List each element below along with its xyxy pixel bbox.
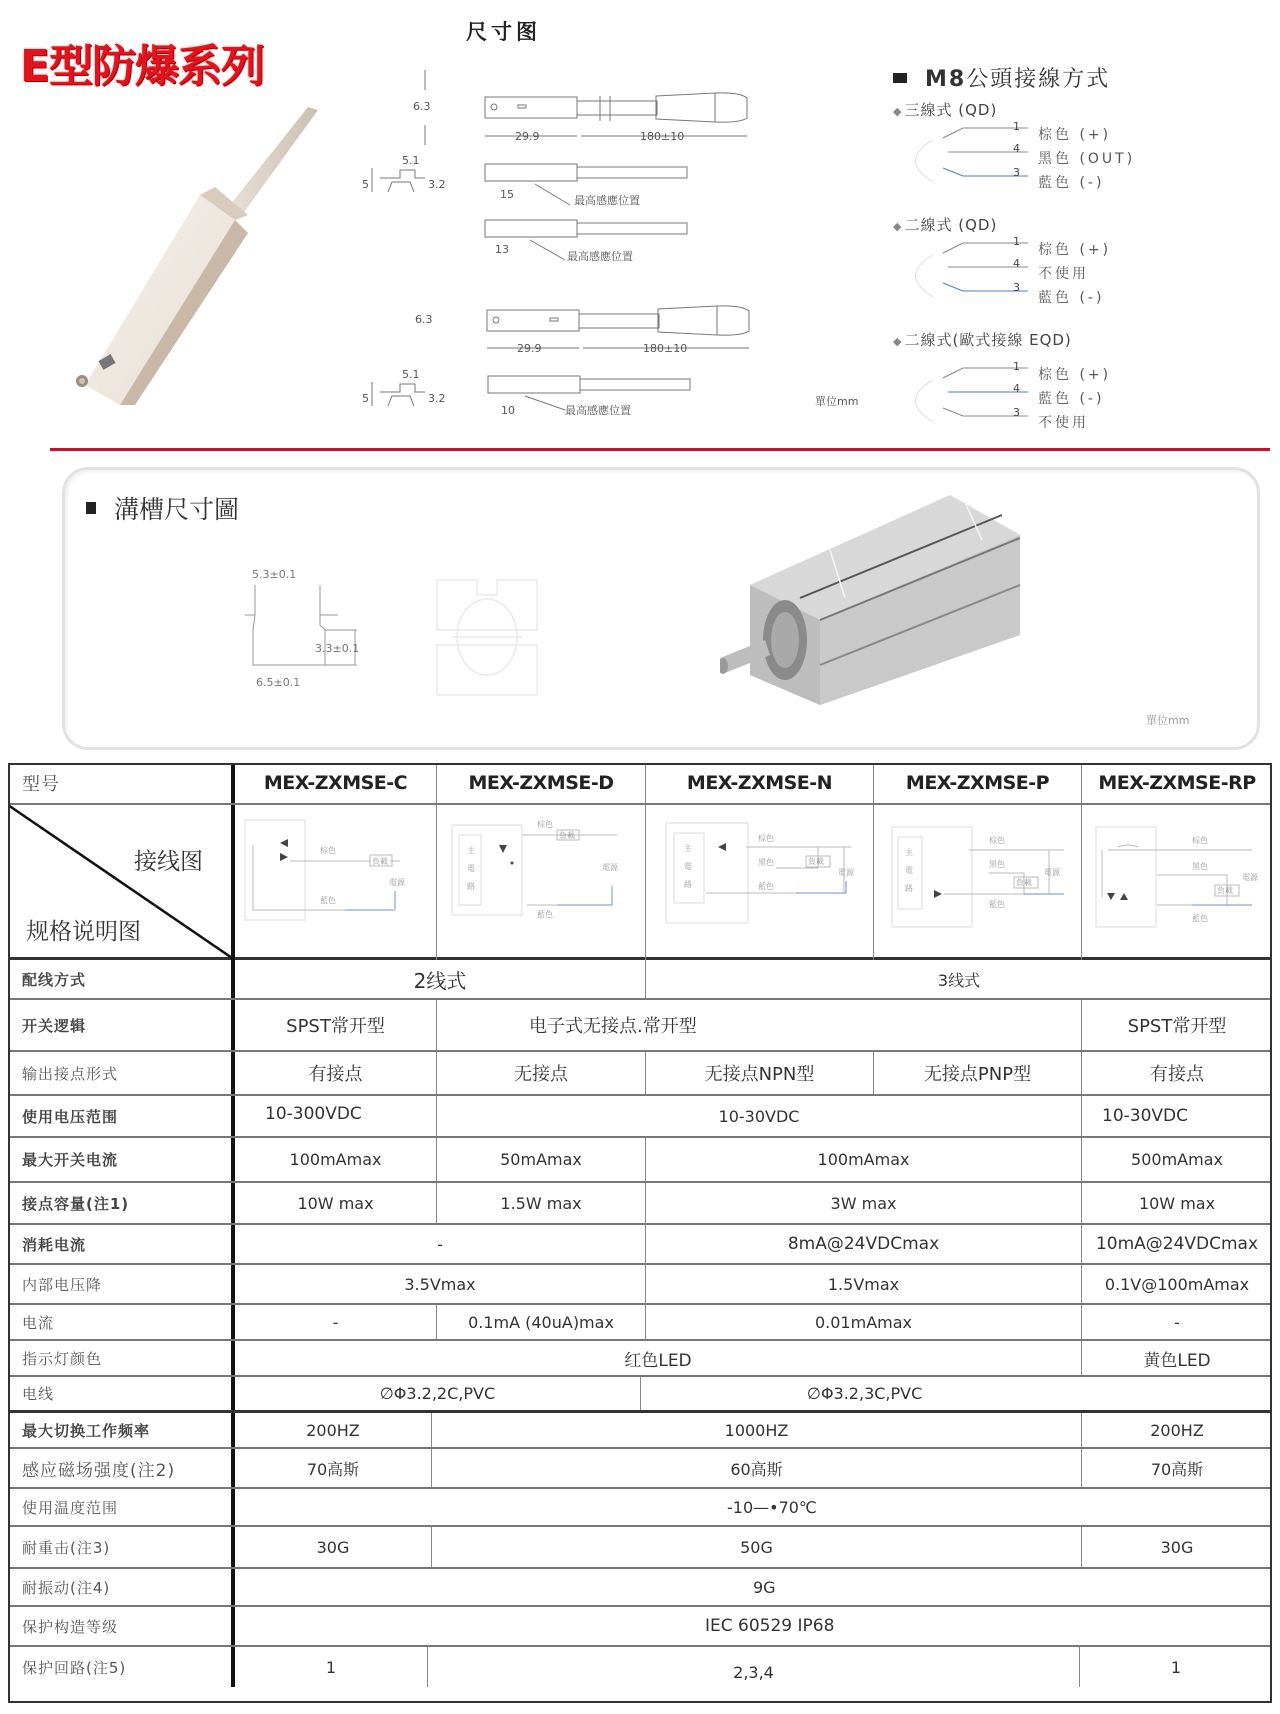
wiring-diagram-label: 接线图 bbox=[134, 849, 203, 875]
wiring-group-two-wire-qd: ◆ 二線式 (QD) 1 4 3 棕色 (+) 不使用 藍色 (-) bbox=[893, 214, 1273, 323]
dimension-drawing bbox=[360, 60, 880, 420]
dim-height-label: 6.3 bbox=[415, 313, 433, 326]
dim-offset-15: 15 bbox=[500, 188, 514, 201]
svg-text:電源: 電源 bbox=[1044, 868, 1060, 877]
dim-body-length: 29.9 bbox=[517, 342, 542, 355]
table-row-voltage-range: 使用电压范围 10-300VDC 10-30VDC 10-30VDC bbox=[8, 1096, 1272, 1138]
wiring-diagram-rp bbox=[1082, 805, 1272, 960]
dim-cable-length: 180±10 bbox=[640, 130, 685, 143]
svg-text:棕色: 棕色 bbox=[989, 836, 1005, 845]
sensing-position-label: 最高感應位置 bbox=[567, 250, 633, 263]
table-row-max-frequency: 最大切换工作频率 200HZ 1000HZ 200HZ bbox=[8, 1413, 1272, 1449]
svg-text:路: 路 bbox=[905, 884, 913, 893]
wiring-diagram-c bbox=[235, 805, 437, 960]
svg-text:電源: 電源 bbox=[1242, 873, 1258, 882]
pnp-circuit-diagram bbox=[874, 805, 1082, 960]
svg-text:棕色: 棕色 bbox=[537, 820, 553, 829]
wiring-diagram-n bbox=[646, 805, 874, 960]
dim-cable-length: 180±10 bbox=[643, 342, 688, 355]
svg-text:棕色: 棕色 bbox=[758, 834, 774, 843]
slot-cross-section-drawing bbox=[432, 575, 542, 700]
table-row-temperature: 使用温度范围 -10—•70℃ bbox=[8, 1489, 1272, 1527]
npn-circuit-diagram bbox=[646, 805, 874, 960]
svg-text:路: 路 bbox=[467, 882, 475, 891]
dim-height-label: 6.3 bbox=[413, 100, 431, 113]
svg-text:電: 電 bbox=[684, 862, 692, 871]
svg-text:負載: 負載 bbox=[808, 857, 824, 866]
table-row-contact-capacity: 接点容量(注1) 10W max 1.5W max 3W max 10W max bbox=[8, 1183, 1272, 1225]
reed-switch-led-circuit-diagram bbox=[1082, 805, 1270, 960]
dim-side-depth: 3.2 bbox=[428, 178, 446, 191]
svg-text:負載: 負載 bbox=[1016, 878, 1032, 887]
svg-text:藍色: 藍色 bbox=[320, 896, 336, 905]
model-header-p: MEX-ZXMSE-P bbox=[874, 763, 1082, 803]
wiring-group-three-wire-qd: ◆ 三線式 (QD) 1 4 3 棕色 (+) 黑色 (OUT) 藍色 (-) bbox=[893, 99, 1273, 208]
wiring-diagram-d bbox=[437, 805, 646, 960]
svg-text:棕色: 棕色 bbox=[1192, 836, 1208, 845]
reed-switch-circuit-diagram bbox=[235, 805, 437, 960]
dim-body-length: 29.9 bbox=[515, 130, 540, 143]
pneumatic-cylinder-image bbox=[720, 490, 1030, 710]
svg-text:黑色: 黑色 bbox=[989, 860, 1005, 869]
svg-text:電: 電 bbox=[467, 864, 475, 873]
svg-text:黑色: 黑色 bbox=[1192, 862, 1208, 871]
svg-text:路: 路 bbox=[684, 880, 692, 889]
table-row-leakage-current: 电流 - 0.1mA (40uA)max 0.01mAmax - bbox=[8, 1305, 1272, 1341]
dim-side-height: 5 bbox=[362, 392, 369, 405]
page-title: E型防爆系列 bbox=[20, 41, 265, 92]
m8-wiring-section bbox=[893, 62, 1273, 448]
reed-switch-product-image bbox=[60, 105, 340, 405]
electronic-switch-circuit-diagram bbox=[437, 805, 646, 960]
svg-text:電源: 電源 bbox=[602, 863, 618, 872]
slot-top-width: 5.3±0.1 bbox=[252, 568, 297, 581]
diamond-bullet-icon: ◆ bbox=[893, 220, 903, 233]
dim-width-label: 5.1 bbox=[402, 154, 420, 167]
slot-bottom-width: 6.5±0.1 bbox=[256, 676, 301, 689]
table-row-cable: 电线 ∅Φ3.2,2C,PVC ∅Φ3.2,3C,PVC bbox=[8, 1377, 1272, 1413]
svg-text:藍色: 藍色 bbox=[1192, 914, 1208, 923]
model-header-rp: MEX-ZXMSE-RP bbox=[1098, 772, 1256, 794]
wiring-group-two-wire-eqd: ◆ 二線式(歐式接線 EQD) 1 4 3 棕色 (+) 藍色 (-) 不使用 bbox=[893, 329, 1273, 448]
spec-table bbox=[8, 763, 1272, 1687]
svg-text:藍色: 藍色 bbox=[537, 910, 553, 919]
m8-wiring-title: M8公頭接線方式 bbox=[893, 62, 1273, 93]
table-row-wiring-diagrams bbox=[8, 805, 1272, 960]
sensing-position-label: 最高感應位置 bbox=[565, 404, 631, 417]
dim-side-height: 5 bbox=[362, 178, 369, 191]
svg-text:黑色: 黑色 bbox=[758, 858, 774, 867]
svg-text:主: 主 bbox=[684, 844, 692, 853]
table-row-max-current: 最大开关电流 100mAmax 50mAmax 100mAmax 500mAmax bbox=[8, 1138, 1272, 1183]
svg-text:負載: 負載 bbox=[559, 831, 575, 840]
model-header-d: MEX-ZXMSE-D bbox=[437, 763, 646, 803]
svg-text:藍色: 藍色 bbox=[989, 900, 1005, 909]
connector-pin-diagram bbox=[893, 120, 1043, 208]
slot-depth: 3.3±0.1 bbox=[315, 642, 360, 655]
connector-pin-diagram bbox=[893, 360, 1043, 448]
bullet-square-icon bbox=[86, 502, 96, 514]
unit-label: 單位mm bbox=[815, 395, 859, 408]
slot-unit-label: 單位mm bbox=[1146, 714, 1190, 727]
dim-width-label: 5.1 bbox=[402, 368, 420, 381]
dim-offset-13: 13 bbox=[495, 243, 509, 256]
table-row-shock: 耐重击(注3) 30G 50G 30G bbox=[8, 1527, 1272, 1569]
table-row-voltage-drop: 内部电压降 3.5Vmax 1.5Vmax 0.1V@100mAmax bbox=[8, 1265, 1272, 1305]
wiring-diagram-p bbox=[874, 805, 1082, 960]
svg-text:負載: 負載 bbox=[372, 857, 388, 866]
slot-dimension-title: 溝槽尺寸圖 bbox=[86, 490, 239, 526]
table-row-sensitivity: 感应磁场强度(注2) 70高斯 60高斯 70高斯 bbox=[8, 1449, 1272, 1489]
diamond-bullet-icon: ◆ bbox=[893, 335, 903, 348]
table-row-protection-class: 保护构造等级 IEC 60529 IP68 bbox=[8, 1607, 1272, 1647]
diamond-bullet-icon: ◆ bbox=[893, 105, 903, 118]
section-divider bbox=[50, 448, 1270, 451]
table-row-models bbox=[8, 763, 1272, 805]
model-header-n: MEX-ZXMSE-N bbox=[646, 763, 874, 803]
model-header-c: MEX-ZXMSE-C bbox=[235, 763, 437, 803]
dim-offset-10: 10 bbox=[501, 404, 515, 417]
sensing-position-label: 最高感應位置 bbox=[574, 194, 640, 207]
svg-text:棕色: 棕色 bbox=[320, 846, 336, 855]
table-row-switch-logic: 开关逻辑 SPST常开型 电子式无接点.常开型 SPST常开型 bbox=[8, 1000, 1272, 1052]
svg-text:藍色: 藍色 bbox=[758, 882, 774, 891]
spec-description-label: 规格说明图 bbox=[26, 919, 141, 945]
svg-text:主: 主 bbox=[467, 846, 475, 855]
table-row-wiring-method: 配线方式 2线式 3线式 bbox=[8, 960, 1272, 1000]
bullet-square-icon bbox=[893, 73, 907, 83]
svg-text:電源: 電源 bbox=[838, 868, 854, 877]
table-row-output-type: 输出接点形式 有接点 无接点 无接点NPN型 无接点PNP型 有接点 bbox=[8, 1052, 1272, 1096]
table-row-consumption-current: 消耗电流 - 8mA@24VDCmax 10mA@24VDCmax bbox=[8, 1225, 1272, 1265]
table-row-protection-circuit: 保护回路(注5) 1 2,3,4 1 bbox=[8, 1647, 1272, 1687]
svg-text:電源: 電源 bbox=[389, 878, 405, 887]
model-label: 型号 bbox=[8, 763, 235, 803]
dim-side-depth: 3.2 bbox=[428, 392, 446, 405]
svg-text:負載: 負載 bbox=[1217, 886, 1233, 895]
table-row-indicator-color: 指示灯颜色 红色LED 黄色LED bbox=[8, 1341, 1272, 1377]
dimension-drawing-title: 尺寸图 bbox=[466, 20, 541, 44]
table-row-vibration: 耐振动(注4) 9G bbox=[8, 1569, 1272, 1607]
diagonal-header-cell bbox=[8, 805, 235, 960]
connector-pin-diagram bbox=[893, 235, 1043, 323]
svg-text:主: 主 bbox=[905, 848, 913, 857]
svg-text:電: 電 bbox=[905, 866, 913, 875]
